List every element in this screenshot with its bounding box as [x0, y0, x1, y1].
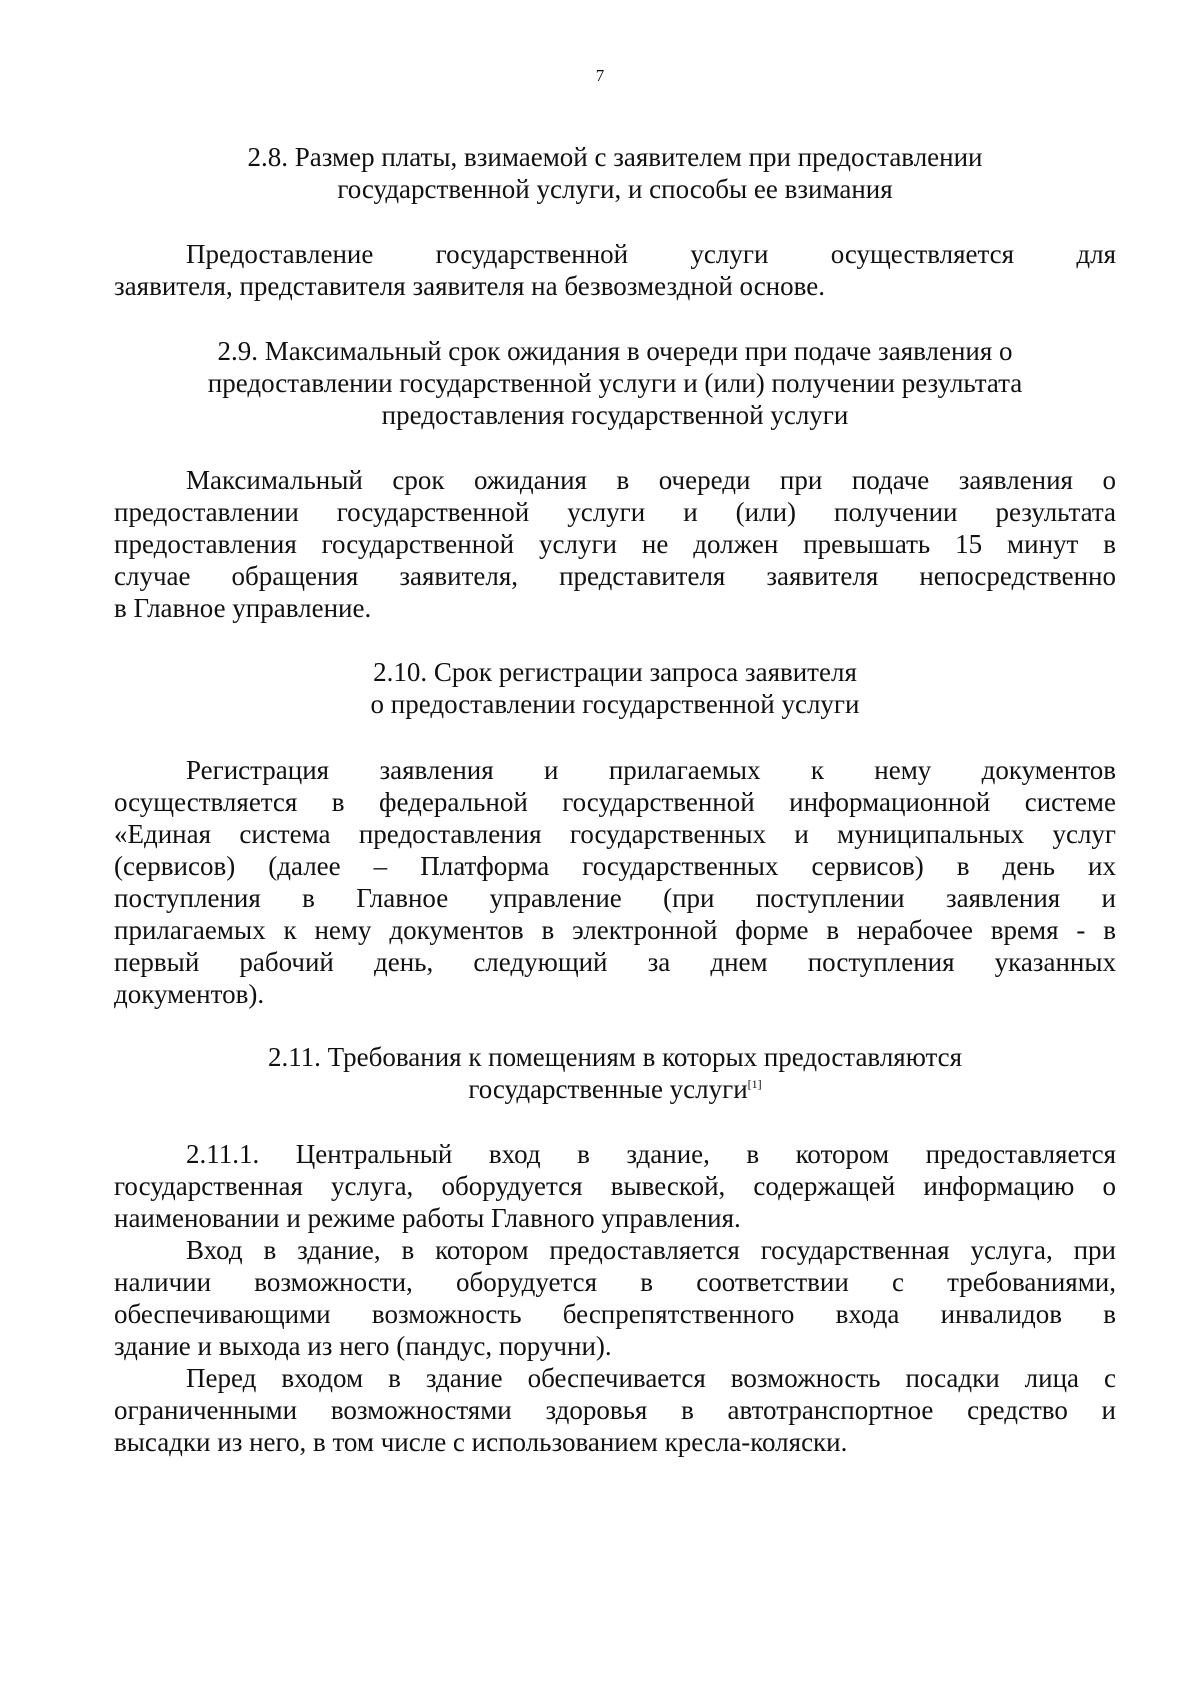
section-2-9-paragraph — [0, 464, 1200, 624]
paragraph-line: Предоставление государственной услуги осуществляется для — [186, 239, 1116, 269]
paragraph-line: Вход в здание, в котором предоставляется государственная услуга, при — [186, 1235, 1116, 1265]
heading-line: предоставлении государственной услуги и (или) получении результата — [207, 368, 1023, 398]
boarding-assistance-paragraph — [0, 1362, 1200, 1458]
paragraph-line: высадки из него, в том числе с использованием кресла-коляски. — [114, 1427, 848, 1457]
paragraph-line: Перед входом в здание обеспечивается возможность посадки лица с — [186, 1363, 1116, 1393]
paragraph-line: 2.11.1. Центральный вход в здание, в котором предоставляется — [186, 1139, 1116, 1169]
paragraph-line: «Единая система предоставления государственных и муниципальных услуг — [114, 819, 1116, 849]
paragraph-line: заявителя, представителя заявителя на безвозмездной основе. — [114, 271, 825, 301]
footnote-reference[interactable]: [1] — [747, 1077, 762, 1091]
paragraph-line: государственная услуга, оборудуется вывеской, содержащей информацию о — [114, 1171, 1116, 1201]
paragraph-line: поступления в Главное управление (при поступлении заявления и — [114, 883, 1116, 913]
section-2-8-heading — [0, 141, 1200, 205]
paragraph-line: документов). — [114, 979, 265, 1009]
heading-line: предоставления государственной услуги — [381, 400, 849, 430]
paragraph-line: осуществляется в федеральной государственной информационной системе — [114, 787, 1116, 817]
paragraph-line: прилагаемых к нему документов в электронной форме в нерабочее время - в — [114, 915, 1116, 945]
section-2-8-paragraph — [0, 238, 1200, 302]
paragraph-line: предоставлении государственной услуги и (или) получении результата — [114, 497, 1116, 527]
paragraph-line: первый рабочий день, следующий за днем поступления указанных — [114, 947, 1116, 977]
section-2-11-heading — [0, 1041, 1200, 1105]
entrance-accessibility-paragraph — [0, 1234, 1200, 1362]
paragraph-line: здание и выхода из него (пандус, поручни). — [114, 1331, 612, 1361]
section-2-10-paragraph — [0, 754, 1200, 1010]
section-2-10-heading — [0, 656, 1200, 720]
paragraph-line: Регистрация заявления и прилагаемых к нему документов — [186, 755, 1116, 785]
heading-line — [114, 1073, 1116, 1105]
heading-line: о предоставлении государственной услуги — [370, 689, 860, 719]
paragraph-line: наличии возможности, оборудуется в соответствии с требованиями, — [114, 1267, 1116, 1297]
heading-line: 2.11. Требования к помещениям в которых предоставляются — [267, 1042, 963, 1072]
paragraph-line: (сервисов) (далее – Платформа государственных сервисов) в день их — [114, 851, 1116, 881]
paragraph-line: обеспечивающими возможность беспрепятственного входа инвалидов в — [114, 1299, 1116, 1329]
paragraph-line: предоставления государственной услуги не должен превышать 15 минут в — [114, 529, 1116, 559]
heading-line: государственной услуги, и способы ее взимания — [337, 174, 893, 204]
paragraph-line: ограниченными возможностями здоровья в автотранспортное средство и — [114, 1395, 1116, 1425]
heading-line: 2.9. Максимальный срок ожидания в очереди при подаче заявления о — [217, 336, 1013, 366]
heading-line: 2.8. Размер платы, взимаемой с заявителем при предоставлении — [247, 142, 983, 172]
section-2-11-1-paragraph — [0, 1138, 1200, 1234]
section-2-9-heading — [0, 335, 1200, 431]
paragraph-line: наименовании и режиме работы Главного управления. — [114, 1203, 741, 1233]
page-number: 7 — [595, 66, 605, 85]
paragraph-line: случае обращения заявителя, представителя заявителя непосредственно — [114, 561, 1116, 591]
heading-line: 2.10. Срок регистрации запроса заявителя — [373, 657, 857, 687]
paragraph-line: в Главное управление. — [114, 593, 372, 623]
paragraph-line: Максимальный срок ожидания в очереди при подаче заявления о — [186, 465, 1116, 495]
heading-text: государственные услуги — [468, 1074, 748, 1104]
